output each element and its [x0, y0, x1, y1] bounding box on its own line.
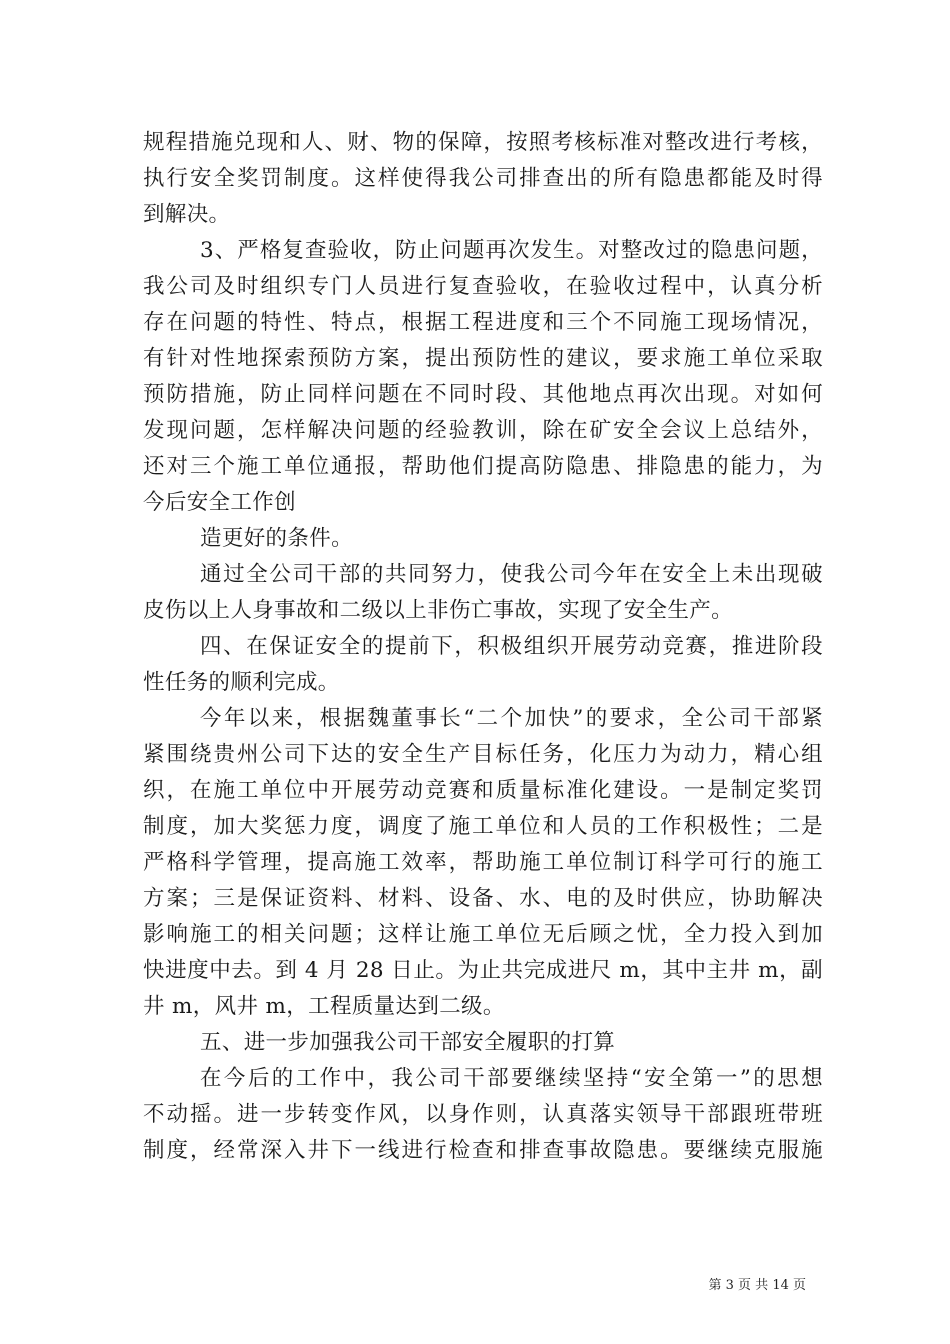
text-line: 井 m，风井 m，工程质量达到二级。 — [143, 994, 505, 1019]
text-line: 影响施工的相关问题；这样让施工单位无后顾之忧，全力投入到加 — [143, 922, 823, 947]
text-line: 发现问题，怎样解决问题的经验教训，除在矿安全会议上总结外， — [143, 418, 823, 443]
text-line: 制度，经常深入井下一线进行检查和排查事故隐患。要继续克服施 — [143, 1138, 823, 1163]
text-line: 存在问题的特性、特点，根据工程进度和三个不同施工现场情况， — [143, 310, 823, 335]
text-line: 规程措施兑现和人、财、物的保障，按照考核标准对整改进行考核， — [143, 130, 823, 155]
text-line: 我公司及时组织专门人员进行复查验收，在验收过程中，认真分析 — [143, 274, 823, 299]
text-line: 今后安全工作创 — [143, 490, 296, 515]
page-number: 第 3 页 共 14 页 — [708, 1278, 806, 1293]
text-line: 方案；三是保证资料、材料、设备、水、电的及时供应，协助解决 — [143, 886, 823, 911]
paragraph-first-line: 3、严格复查验收，防止问题再次发生。对整改过的隐患问题， — [200, 238, 823, 263]
text-line: 紧围绕贵州公司下达的安全生产目标任务，化压力为动力，精心组 — [143, 742, 823, 767]
text-line: 皮伤以上人身事故和二级以上非伤亡事故，实现了安全生产。 — [143, 598, 733, 623]
section-heading-continued: 性任务的顺利完成。 — [143, 670, 340, 695]
paragraph-first-line: 在今后的工作中，我公司干部要继续坚持“安全第一”的思想 — [200, 1066, 823, 1091]
paragraph-first-line: 造更好的条件。 — [200, 526, 353, 551]
section-heading: 五、进一步加强我公司干部安全履职的打算 — [200, 1030, 616, 1055]
paragraph-first-line: 通过全公司干部的共同努力，使我公司今年在安全上未出现破 — [200, 562, 823, 587]
text-line: 严格科学管理，提高施工效率，帮助施工单位制订科学可行的施工 — [143, 850, 823, 875]
section-heading: 四、在保证安全的提前下，积极组织开展劳动竞赛，推进阶段 — [200, 634, 823, 659]
text-line: 还对三个施工单位通报，帮助他们提高防隐患、排隐患的能力，为 — [143, 454, 823, 479]
text-line: 执行安全奖罚制度。这样使得我公司排查出的所有隐患都能及时得 — [143, 166, 823, 191]
text-line: 不动摇。进一步转变作风，以身作则，认真落实领导干部跟班带班 — [143, 1102, 823, 1127]
text-line: 预防措施，防止同样问题在不同时段、其他地点再次出现。对如何 — [143, 382, 823, 407]
paragraph-first-line: 今年以来，根据魏董事长“二个加快”的要求，全公司干部紧 — [200, 706, 823, 731]
text-line: 快进度中去。到 4 月 28 日止。为止共完成进尺 m，其中主井 m，副 — [143, 958, 823, 983]
text-line: 制度，加大奖惩力度，调度了施工单位和人员的工作积极性；二是 — [143, 814, 823, 839]
text-line: 有针对性地探索预防方案，提出预防性的建议，要求施工单位采取 — [143, 346, 823, 371]
text-line: 织，在施工单位中开展劳动竞赛和质量标准化建设。一是制定奖罚 — [143, 778, 823, 803]
text-line: 到解决。 — [143, 202, 231, 227]
